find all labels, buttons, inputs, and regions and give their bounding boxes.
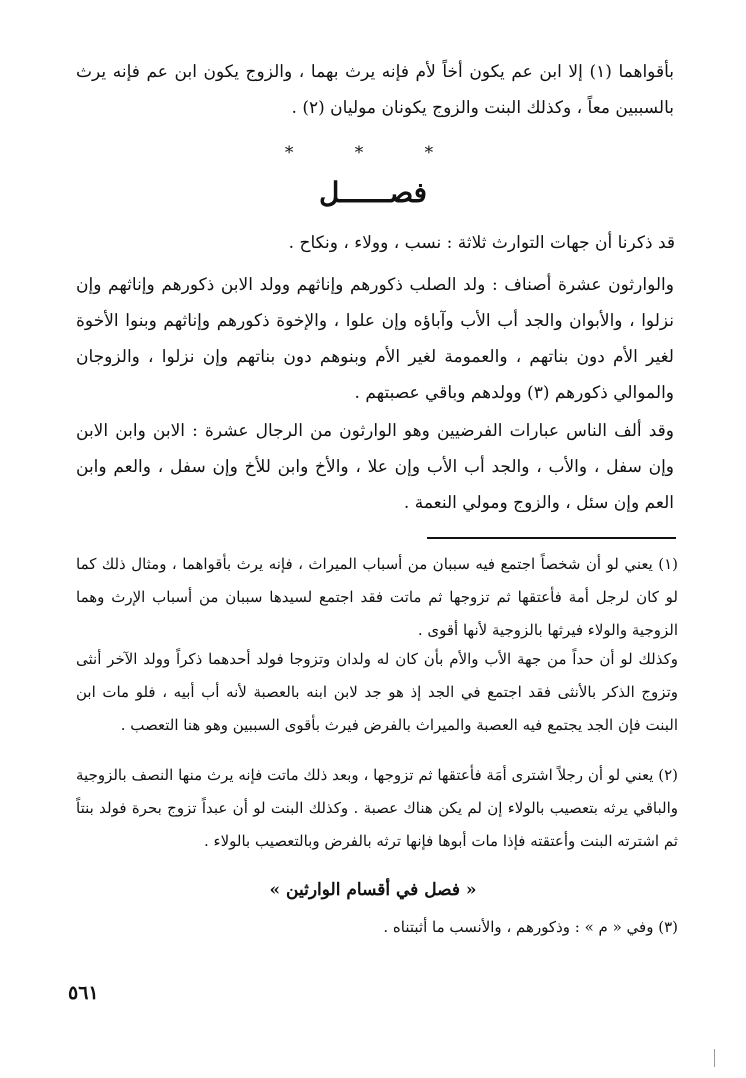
footnote-section-heading: « فصل في أقسام الوارثين » (269, 880, 477, 900)
paragraph-4: وقد ألف الناس عبارات الفرضيين وهو الوارثون من الرجال عشرة : الابن وابن الابن وإن سفل ، والأب ، والجد أب الأب وإن علا ، والأخ وابن للأخ وإن سفل ، والعم وابن العم وإن سئل ، والزوج ومولي النعمة . (76, 421, 674, 513)
footnote-2: (٢) يعني لو أن رجلاً اشترى أمَة فأعتقها ثم تزوجها ، وبعد ذلك ماتت فإنه يرث منها النصف بالزوجية والباقي يرثه بتعصيب بالولاء إن لم يكن هناك عصبة . وكذلك البنت لو أن عبداً تزوج بحرة فولد بنتاً ثم اشترته البنت وأعتقته فإذا مات أبوها فإنها ترثه بالفرض وبالتعصيب بالولاء . (76, 766, 678, 850)
section-heading: فصــــــل (318, 176, 428, 209)
paragraph-3: والوارثون عشرة أصناف : ولد الصلب ذكورهم وإناثهم وولد الابن ذكورهم وإناثهم وإن نزلوا ، والأبوان والجد أب الأب وآباؤه وإن علوا ، والإخوة ذكورهم وإناثهم وبنوا الأخوة لغير الأم دون بناتهم ، والعمومة لغير الأم وبنوهم دون بناتهم وإن نزلوا ، والزوجان والموالي ذكورهم (٣) وولدهم وباقي عصبتهم . (76, 275, 674, 403)
scan-edge-mark (714, 1049, 715, 1067)
footnote-1: (١) يعني لو أن شخصاً اجتمع فيه سببان من أسباب الميراث ، فإنه يرث بأقواهما ، ومثال ذلك كما لو كان لرجل أمة فأعتقها ثم تزوجها ثم ماتت فقد اجتمع لسيدها سببان من أسباب الإرث وهما الزوجية والولاء فيرثها بالزوجية لأنها أقوى . (76, 555, 678, 639)
footnote-divider (427, 537, 676, 539)
star-separator: * * * (284, 143, 462, 163)
paragraph-1: بأقواهما (١) إلا ابن عم يكون أخاً لأم فإنه يرث بهما ، والزوج يكون ابن عم فإنه يرث بالسببين معاً ، وكذلك البنت والزوج يكونان موليان (٢) . (76, 62, 674, 118)
footnote-1-continued: وكذلك لو أن حداً من جهة الأب والأم بأن كان له ولدان وتزوجا فولد أحدهما ذكراً وولد الآخر أنثى وتزوج الذكر بالأنثى فقد اجتمع في الجد إذ هو جد لابن ابنه بالعصبة لأنه أب أبيه ، فلو مات ابن البنت فإن الجد يجتمع فيه العصبة والميراث بالفرض فيرث بأقوى السببين وهو هنا التعصب . (76, 650, 678, 734)
paragraph-2: قد ذكرنا أن جهات التوارث ثلاثة : نسب ، وولاء ، ونكاح . (288, 233, 675, 253)
page-number: ٥٦١ (68, 982, 99, 1004)
footnote-3: (٣) وفي « م » : وذكورهم ، والأنسب ما أثبتناه . (383, 918, 678, 936)
